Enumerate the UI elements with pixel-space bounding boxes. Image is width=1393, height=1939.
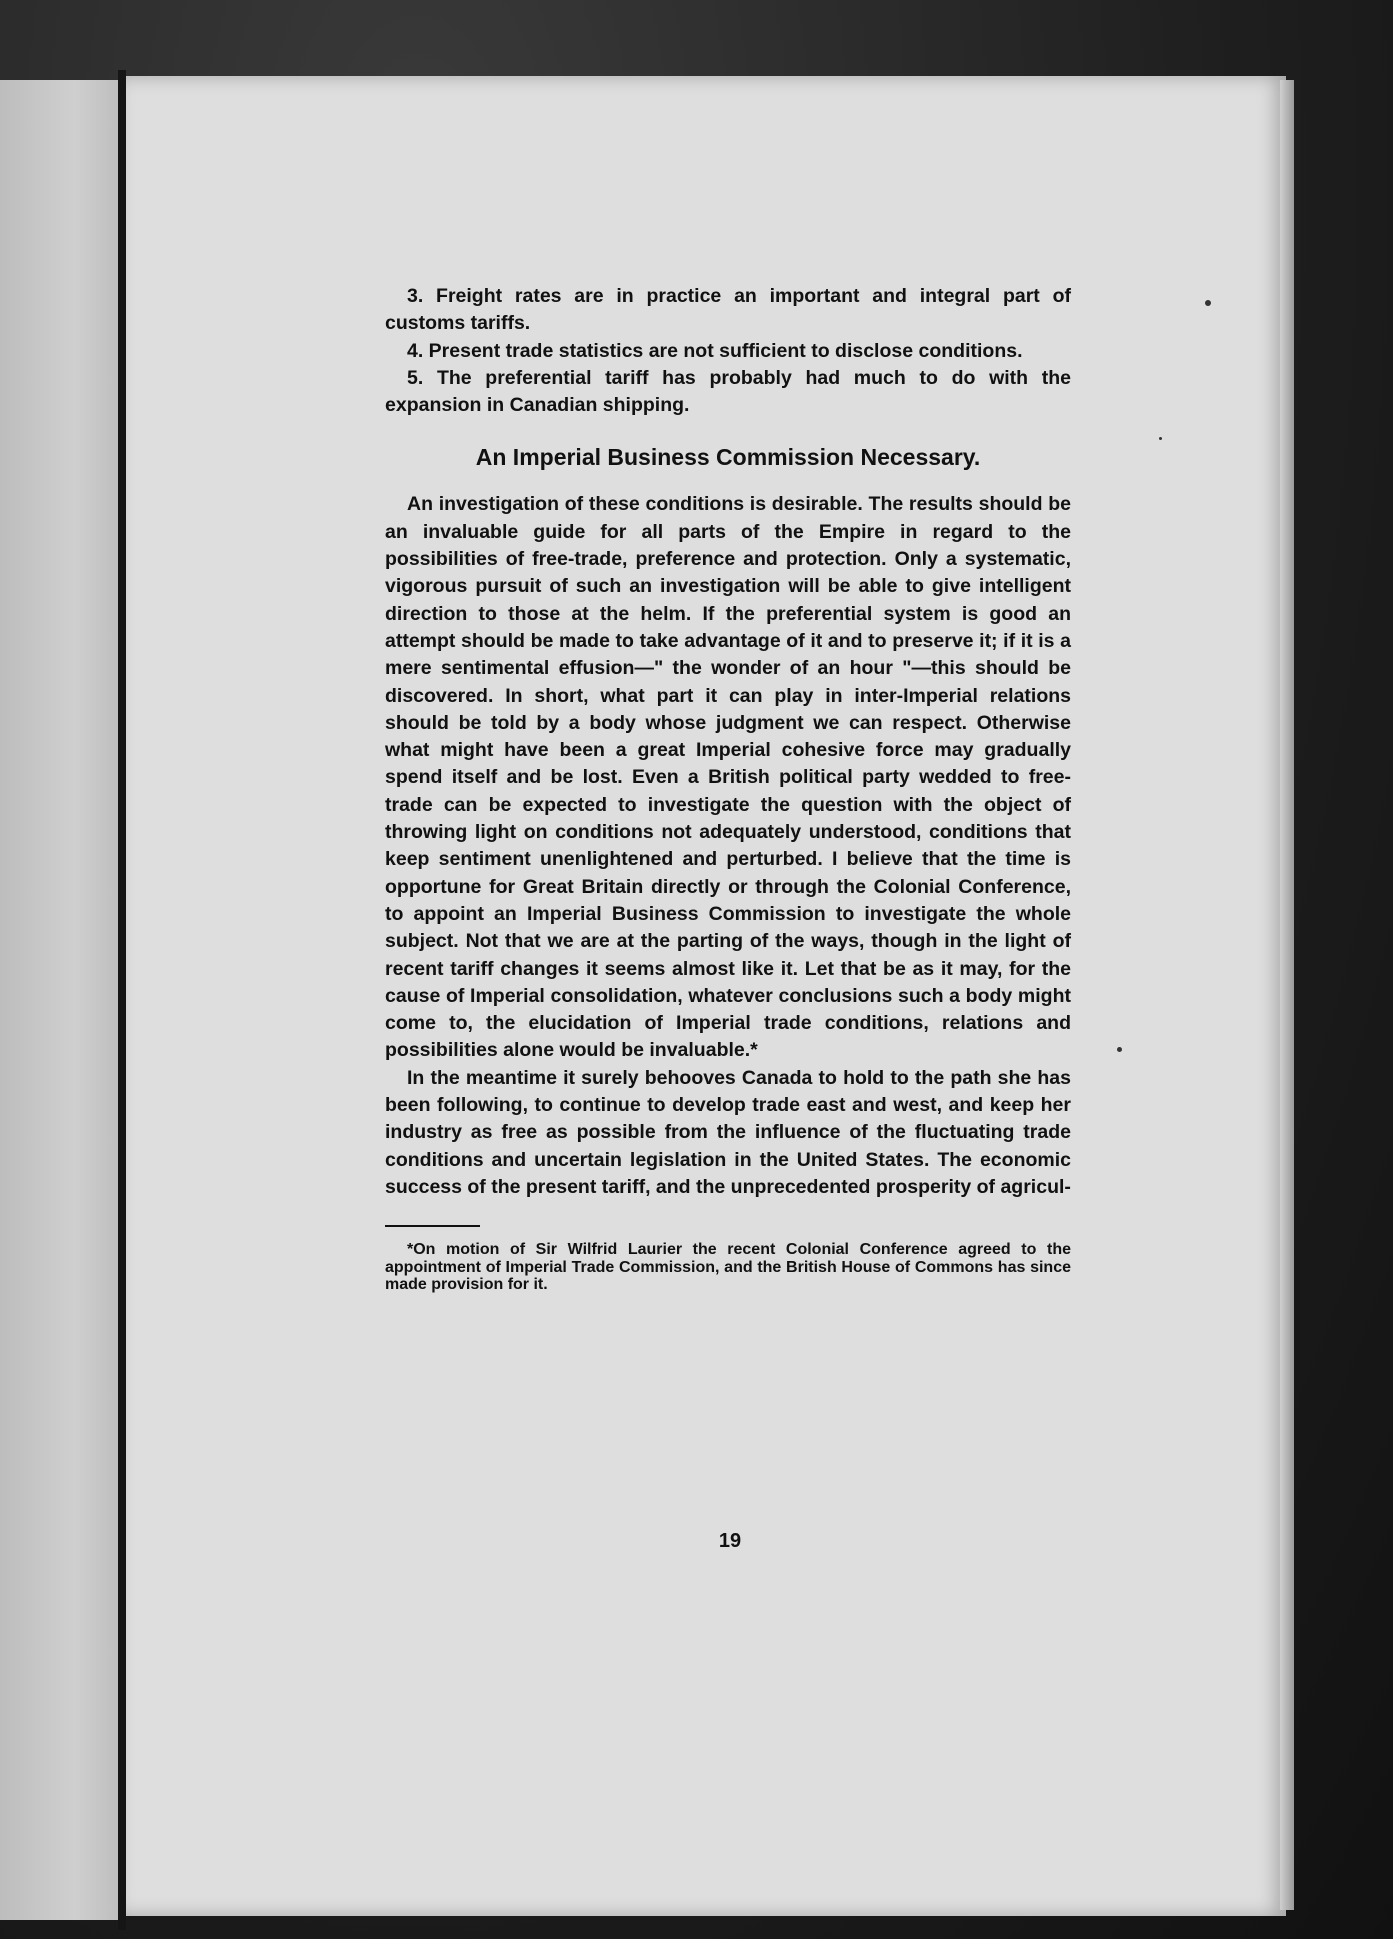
- body-paragraph-1: An investigation of these conditions is desirable. The results should be an invaluable guide for all parts of the Empire in regard to the possibilities of free-trade, preference and protection. Only a systematic, vigorous pursuit of such an investigation will be able to give intelligent direction to those at the helm. If the preferential system is good an attempt should be made to take advantage of it and to preserve it; if it is a mere sentimental effusion—" the wonder of an hour "—this should be discovered. In short, what part it can play in inter-Imperial relations should be told by a body whose judgment we can respect. Otherwise what might have been a great Imperial cohesive force may gradually spend itself and be lost. Even a British political party wedded to free-trade can be expected to investigate the question with the object of throwing light on conditions not adequately understood, conditions that keep sentiment unenlightened and perturbed. I believe that the time is opportune for Great Britain directly or through the Colonial Conference, to appoint an Imperial Business Commission to investigate the whole subject. Not that we are at the parting of the ways, though in the light of recent tariff changes it seems almost like it. Let that be as it may, for the cause of Imperial consolidation, whatever conclusions such a body might come to, the elucidation of Imperial trade conditions, relations and possibilities alone would be invaluable.*: [385, 493, 1071, 1062]
- scan-speck: [1117, 1047, 1122, 1052]
- scan-speck: [1159, 437, 1162, 440]
- scan-speck: [1205, 300, 1211, 306]
- page-text-block: [385, 283, 1071, 1294]
- footnote-divider: [385, 1225, 480, 1227]
- body-paragraph-2: In the meantime it surely behooves Canada to hold to the path she has been following, to continue to develop trade east and west, and keep her industry as free as possible from the influence of the fluctuating trade conditions and uncertain legislation in the United States. The economic success of the present tariff, and the unprecedented prosperity of agricul-: [385, 1066, 1071, 1198]
- list-item-4: 4. Present trade statistics are not sufficient to disclose conditions.: [407, 339, 1023, 362]
- list-item-5: 5. The preferential tariff has probably had much to do with the expansion in Canadian shipping.: [385, 366, 1071, 417]
- list-item-3: 3. Freight rates are in practice an important and integral part of customs tariffs.: [385, 285, 1071, 335]
- page-number: 19: [718, 1530, 742, 1552]
- book-gutter: [118, 70, 126, 1930]
- facing-page-edge: [0, 80, 125, 1920]
- page-right-edge: [1280, 80, 1294, 1910]
- section-heading: An Imperial Business Commission Necessary.: [475, 444, 981, 471]
- footnote: *On motion of Sir Wilfrid Laurier the recent Colonial Conference agreed to the appointment of Imperial Trade Commission, and the British House of Commons has since made provision for it.: [385, 1241, 1071, 1294]
